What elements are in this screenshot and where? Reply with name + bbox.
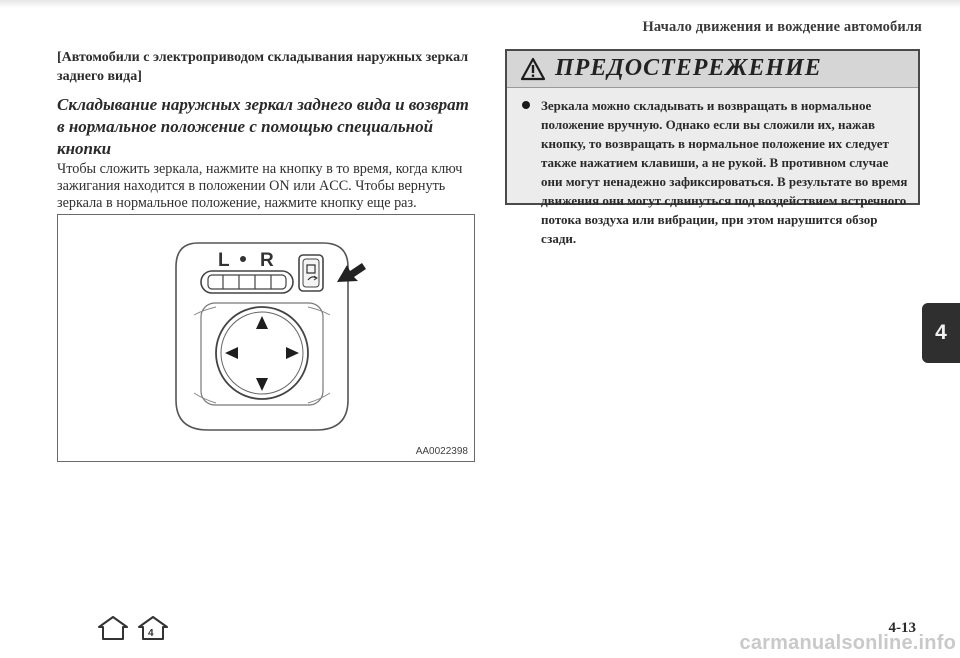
- mirror-selector-switch[interactable]: [201, 271, 293, 293]
- top-rule: [0, 0, 960, 8]
- running-header: Начало движения и вождение автомобиля: [642, 19, 922, 35]
- chapter-home-icon[interactable]: [139, 617, 167, 639]
- watermark-text[interactable]: carmanualsonline.info: [739, 632, 956, 654]
- chapter-tab[interactable]: 4: [922, 303, 960, 363]
- warning-header: [507, 51, 918, 88]
- paragraph-fold: Чтобы сложить зеркала, нажмите на кнопку в то время, когда ключ зажигания находится в положении ON или ACC. Чтобы вернуть зеркала в нормальное положение, нажмите кнопку еще раз.: [57, 161, 463, 211]
- pointer-arrow-icon: [337, 263, 366, 282]
- warning-triangle-icon: [520, 57, 546, 81]
- switch-right-label: R: [260, 250, 274, 271]
- procedure-title: Складывание наружных зеркал заднего вида и возврат в нормальное положение с помощью специальной кнопки: [57, 95, 469, 158]
- mirror-fold-button[interactable]: [299, 255, 323, 291]
- mirror-switch-figure: [57, 214, 475, 462]
- footer-navigation-icons: [95, 615, 177, 641]
- warning-text: Зеркала можно складывать и возвращать в нормальное положение вручную. Однако если вы сложили их, нажав кнопку, то возвращать в нормальное положение их следует также нажатием клавиши, а не рукой. В противном случае они могут ненадежно зафиксироваться. В результате во время движения они могут сдвинуться под воздействием встречного потока воздуха или вибрации, при этом нарушится обзор сзади.: [541, 98, 908, 246]
- bullet-icon: [522, 101, 530, 109]
- switch-left-label: L: [218, 250, 230, 271]
- warning-title: ПРЕДОСТЕРЕЖЕНИЕ: [555, 55, 822, 81]
- selector-dot: [240, 256, 246, 262]
- home-icon[interactable]: [99, 617, 127, 639]
- chapter-home-number: 4: [148, 628, 154, 639]
- warning-body: [507, 88, 918, 248]
- figure-code: AA0022398: [415, 446, 468, 457]
- page-number: 4-13: [888, 620, 916, 636]
- warning-box: [505, 49, 920, 246]
- section-title: [Автомобили с электроприводом складывания наружных зеркал заднего вида]: [57, 50, 469, 84]
- mirror-switch-illustration: [58, 215, 474, 461]
- mirror-adjust-pad[interactable]: [216, 307, 308, 399]
